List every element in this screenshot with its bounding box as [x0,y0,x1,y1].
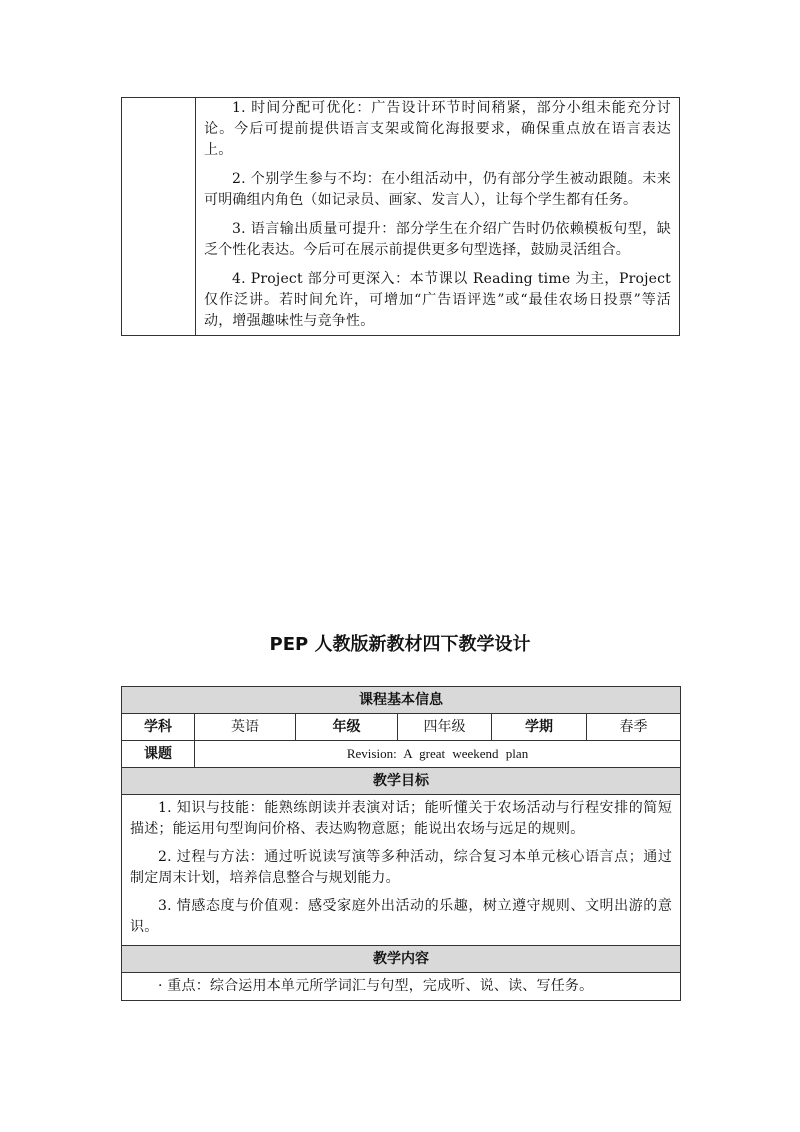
reflection-table [121,97,680,336]
reflection-content-cell [196,98,680,336]
content-header: 教学内容 [122,946,681,973]
reflection-label-cell [122,98,196,336]
objective-item: 1. 知识与技能：能熟练朗读并表演对话；能听懂关于农场活动与行程安排的简短描述；能运用句型询问价格、表达购物意愿；能说出农场与远足的规则。 [130,800,673,837]
reflection-item: 4. Project 部分可更深入：本节课以 Reading time 为主，Project 仅作泛讲。若时间允许，可增加“广告语评选”或“最佳农场日投票”等活动，增强趣味性与竞争性。 [204,271,671,329]
grade-value: 四年级 [398,714,492,741]
topic-label: 课题 [122,741,195,768]
grade-label: 年级 [296,714,398,741]
objective-item: 3. 情感态度与价值观：感受家庭外出活动的乐趣，树立遵守规则、文明出游的意识。 [130,898,673,935]
subject-value: 英语 [195,714,296,741]
reflection-item: 1. 时间分配可优化：广告设计环节时间稍紧，部分小组未能充分讨论。今后可提前提供语言支架或简化海报要求，确保重点放在语言表达上。 [204,100,671,158]
reflection-item: 2. 个别学生参与不均：在小组活动中，仍有部分学生被动跟随。未来可明确组内角色（如记录员、画家、发言人），让每个学生都有任务。 [204,171,671,208]
objectives-cell [122,795,681,946]
reflection-row [122,98,680,336]
term-label: 学期 [492,714,587,741]
content-cell [122,973,681,1001]
objectives-header: 教学目标 [122,768,681,795]
topic-value: Revision: A great weekend plan [195,741,681,768]
basic-info-header: 课程基本信息 [122,687,681,714]
content-item: · 重点：综合运用本单元所学词汇与句型，完成听、说、读、写任务。 [158,978,594,994]
objective-item: 2. 过程与方法：通过听说读写演等多种活动，综合复习本单元核心语言点；通过制定周末计划，培养信息整合与规划能力。 [130,849,673,886]
document-title: PEP 人教版新教材四下教学设计 [269,634,531,655]
subject-label: 学科 [122,714,195,741]
reflection-item: 3. 语言输出质量可提升：部分学生在介绍广告时仍依赖模板句型，缺乏个性化表达。今后可在展示前提供更多句型选择，鼓励灵活组合。 [204,221,671,258]
lesson-plan-table [121,686,681,1001]
term-value: 春季 [587,714,681,741]
